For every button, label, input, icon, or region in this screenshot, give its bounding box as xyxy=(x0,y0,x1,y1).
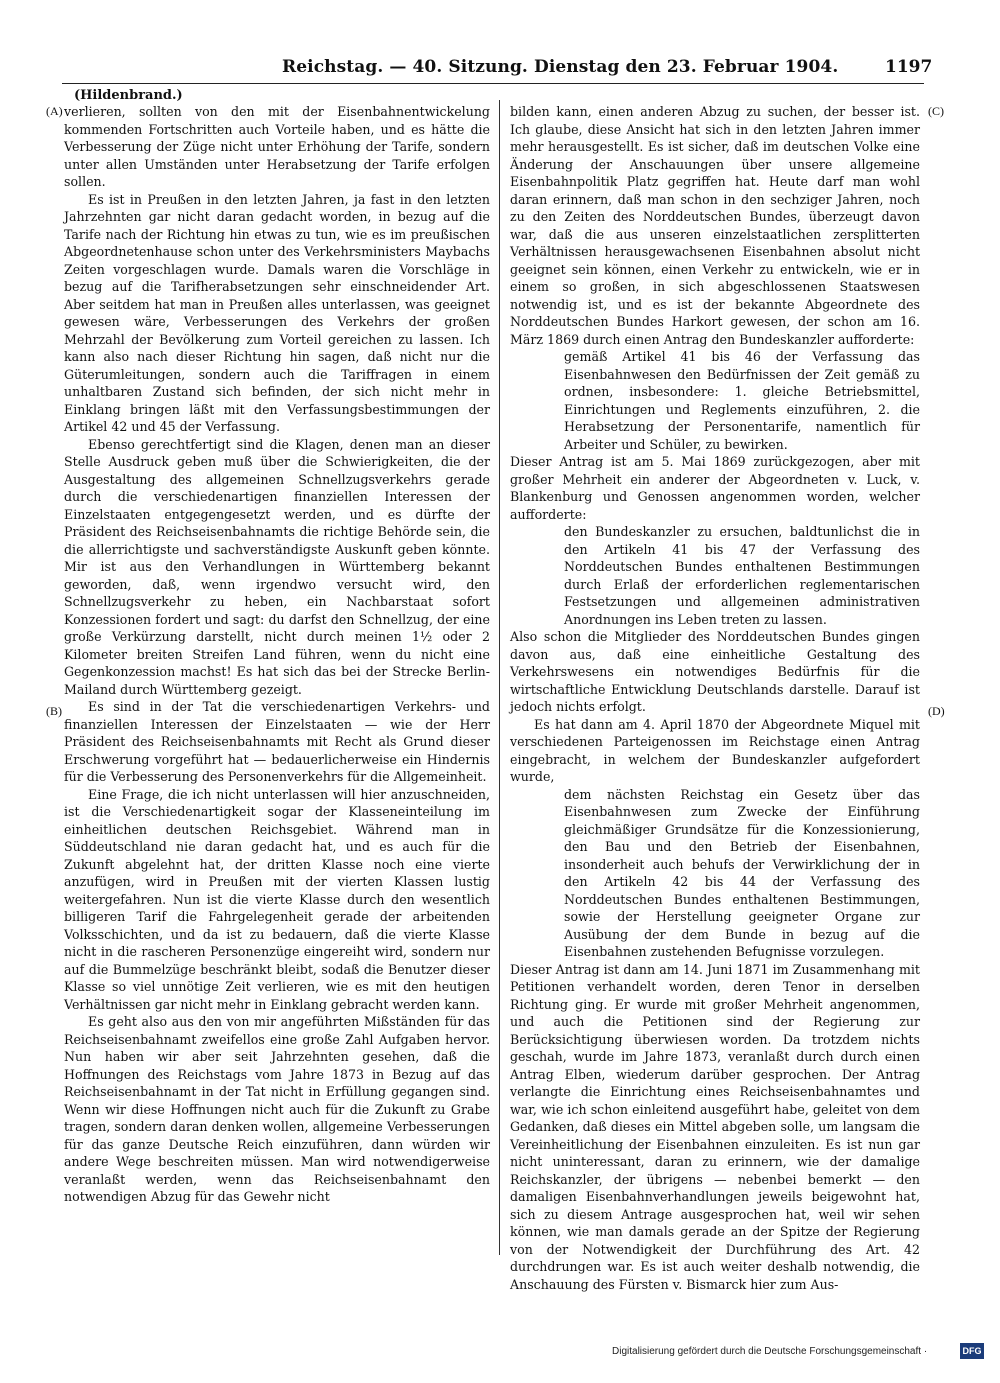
right-column xyxy=(510,103,920,1293)
paragraph: Dieser Antrag ist am 5. Mai 1869 zurückgezogen, aber mit großer Mehrheit ein anderer der Abgeordneten v. Luck, v. Blankenburg und Genossen angenommen worden, welcher aufforderte: xyxy=(510,454,920,522)
paragraph: Eine Frage, die ich nicht unterlassen will hier anzuschneiden, ist die Verschiedenartigkeit sogar der Klasseneinteilung im einheitlichen deutschen Reichsgebiet. Während man in Süddeutschland nie daran gedacht hat, und es auch für die Zukunft abgelehnt hat, der dritten Klasse noch eine vierte anzufügen, wird in Preußen mit der vierten Klassen lustig weitergefahren. Nun ist die vierte Klasse durch den wesentlich billigeren Tarif die Fahrgelegenheit gerade der arbeitenden Volksschichten, und da ist zu bedauern, daß die vierte Klasse nicht in die rascheren Personenzüge eingereiht wird, sondern nur auf die Bummelzüge beschränkt bleibt, sodaß die Benutzer dieser Klasse so viel unnötige Zeit verlieren, wie es mit den heutigen Verhältnissen gar nicht mehr in Einklang gebracht werden kann. xyxy=(64,786,490,1012)
quoted-motion: gemäß Artikel 41 bis 46 der Verfassung das Eisenbahnwesen den Bedürfnissen der Zeit gemäß zu ordnen, insbesondere: 1. gleiche Betriebsmittel, Einrichtungen und Reglements einzuführen, 2. die Herabsetzung der Personentarife, namentlich für Arbeiter und Schüler, zu bewirken. xyxy=(564,349,920,452)
running-header xyxy=(0,57,1000,81)
paragraph: Es geht also aus den von mir angeführten Mißständen für das Reichseisenbahnamt zweifellos eine große Zahl Aufgaben hervor. Nun haben wir aber seit Jahrzehnten gesehen, daß die Hoffnungen des Reichstags vom Jahre 1873 in Bezug auf das Reichseisenbahnamt in der Tat nicht in Erfüllung gegangen sind. Wenn wir diese Hoffnungen nicht auch für die Zukunft zu Grabe tragen, sondern daran denken wollen, allgemeine Verbesserungen für das ganze Deutsche Reich einzuführen, dann würden wir andere Wege beschreiten müssen. Man wird notwendigerweise veranlaßt werden, wenn das Reichseisenbahnamt den notwendigen Abzug für das Gewehr nicht xyxy=(64,1014,490,1204)
margin-mark-a: (A) xyxy=(46,104,63,118)
page-number: 1197 xyxy=(885,57,933,77)
paragraph: verlieren, sollten von den mit der Eisenbahnentwickelung kommenden Fortschritten auch Vorteile haben, und es hätte die Verbesserung der Züge nicht unter Erhöhung der Tarife, sondern unter allen Umständen unter Herabsetzung der Tarife erfolgen sollen. xyxy=(64,104,490,189)
left-column xyxy=(64,103,490,1206)
paragraph: Es sind in der Tat die verschiedenartigen Verkehrs- und finanziellen Interessen der Einzelstaaten — wie der Herr Präsident des Reichseisenbahnamts mit Recht als Grund dieser Erschwerung vorgeführt hat — bedauerlicherweise ein Hindernis für die Verbesserung des Personenverkehrs für die Allgemeinheit. xyxy=(64,699,490,784)
quoted-motion: dem nächsten Reichstag ein Gesetz über das Eisenbahnwesen zum Zwecke der Einführung gleichmäßiger Grundsätze für die Konzessionierung, den Bau und den Betrieb der Eisenbahnen, insonderheit auch behufs der Verwirklichung der in den Artikeln 42 bis 44 der Verfassung des Norddeutschen Bundes enthaltenen Bestimmungen, sowie der Herstellung geeigneter Organe zur Ausübung der dem Bunde in bezug auf die Eisenbahnen zustehenden Befugnisse vorzulegen. xyxy=(564,786,920,959)
margin-mark-d: (D) xyxy=(928,704,945,718)
paragraph: Ebenso gerechtfertigt sind die Klagen, denen man an dieser Stelle Ausdruck geben muß über die Schwierigkeiten, die der Ausgestaltung des allgemeinen Schnellzugsverkehrs gerade durch die verschiedenartigen finanziellen Interessen der Einzelstaaten entgegengesetzt werden, und es dürfte der Präsident des Reichseisenbahnamts die richtige Behörde sein, die die allerrichtigste und sachverständigste Auskunft geben könnte. Mir ist aus den Verhandlungen in Württemberg bekannt geworden, daß, wenn irgendwo versucht wird, den Schnellzugsverkehr zu heben, ein Nachbarstaat sofort Konzessionen fordert und sagt: du darfst den Schnellzug, der eine große Verkürzung darstellt, nicht durch meinen 1½ oder 2 Kilometer breiten Streifen Land führen, wenn du nicht eine Gegenkonzession machst! Es hat sich das bei der Strecke Berlin-Mailand durch Württemberg gezeigt. xyxy=(64,436,490,697)
speaker-name: (Hildenbrand.) xyxy=(74,88,183,103)
margin-mark-b: (B) xyxy=(46,704,62,718)
paragraph: Dieser Antrag ist dann am 14. Juni 1871 im Zusammenhang mit Petitionen verhandelt worden, deren Tenor in derselben Richtung ging. Er wurde mit großer Mehrheit angenommen, und auch die Petitionen sind der Regierung zur Berücksichtigung überwiesen worden. Da trotzdem nichts geschah, wurde im Jahre 1873, veranlaßt durch durch einen Antrag Elben, wiederum darüber gesprochen. Der Antrag verlangte die Einrichtung eines Reichseisenbahnamtes und war, wie ich schon einleitend ausgeführt habe, geleitet von dem Gedanken, daß dieses ein Mittel abgeben solle, um langsam die Vereinheitlichung der Eisenbahnen einzuleiten. Es ist nun gar nicht uninteressant, daran zu erinnern, wie der damalige Reichskanzler, der übrigens — nebenbei bemerkt — den damaligen Eisenbahnverhandlungen jeweils beigewohnt hat, sich zu diesem Antrage ausgesprochen hat, weil wir sehen können, wie man damals gerade an der Spitze der Regierung von der Notwendigkeit der Durchführung des Art. 42 durchdrungen war. Es ist auch weiter deshalb notwendig, die Anschauung des Fürsten v. Bismarck hier zum Aus- xyxy=(510,961,920,1292)
header-rule xyxy=(62,83,924,84)
digitization-credit: Digitalisierung gefördert durch die Deutsche Forschungsgemeinschaft · xyxy=(612,1346,928,1357)
running-title: Reichstag. — 40. Sitzung. Dienstag den 23. Februar 1904. xyxy=(282,57,839,77)
margin-mark-c: (C) xyxy=(928,104,944,118)
quoted-motion: den Bundeskanzler zu ersuchen, baldtunlichst die in den Artikeln 41 bis 47 der Verfassung des Norddeutschen Bundes enthaltenen Bestimmungen durch Erlaß der erforderlichen reglementarischen Festsetzungen und allgemeinen administrativen Anordnungen ins Leben treten zu lassen. xyxy=(564,524,920,627)
paragraph: bilden kann, einen anderen Abzug zu suchen, der besser ist. Ich glaube, diese Ansicht hat sich in den letzten Jahren immer mehr herausgestellt. Es ist sicher, daß im deutschen Volke eine Änderung der Anschauungen über unsere allgemeine Eisenbahnpolitik Platz gegriffen hat. Heute darf man wohl daran erinnern, daß man schon in den sechziger Jahren, noch zu den Zeiten des Norddeutschen Bundes, überzeugt davon war, daß die aus unseren einzelstaatlichen zersplitterten Verhältnissen herausgewachsenen Eisenbahnen absolut nicht geeignet sein können, einen Verkehr zu entwickeln, wie er in einem so großen, in sich abgeschlossenen Staatswesen notwendig ist, und es ist der bekannte Abgeordnete des Norddeutschen Bundes Harkort gewesen, der schon am 16. März 1869 durch einen Antrag den Bundeskanzler aufforderte: xyxy=(510,104,920,347)
paragraph: Es hat dann am 4. April 1870 der Abgeordnete Miquel mit verschiedenen Parteigenossen im Reichstage einen Antrag eingebracht, in welchem der Bundeskanzler aufgefordert wurde, xyxy=(510,716,920,784)
dfg-logo: DFG xyxy=(960,1343,984,1359)
column-divider xyxy=(499,100,500,1255)
paragraph: Es ist in Preußen in den letzten Jahren, ja fast in den letzten Jahrzehnten gar nicht daran gedacht worden, in bezug auf die Tarife nach der Richtung hin etwas zu tun, wie es im preußischen Abgeordnetenhause schon unter des Verkehrsministers Maybachs Zeiten vorgeschlagen wurde. Damals waren die Vorschläge in bezug auf die Tarifherabsetzungen sehr einschneidender Art. Aber seitdem hat man in Preußen alles unterlassen, was geeignet gewesen wäre, Verbesserungen des Verkehrs der großen Mehrzahl der Bevölkerung zum Vorteil gereichen zu lassen. Ich kann also nach dieser Richtung hin sagen, daß nicht nur die Güterumleitungen, sondern auch die Tariffragen in einem unhaltbaren Zustand sich befinden, der sich nicht mehr in Einklang bringen läßt mit den Verfassungsbestimmungen der Artikel 42 und 45 der Verfassung. xyxy=(64,191,490,434)
paragraph: Also schon die Mitglieder des Norddeutschen Bundes gingen davon aus, daß eine einheitliche Gestaltung des Verkehrswesens ein notwendiges Bedürfnis für die wirtschaftliche Entwicklung Deutschlands darstelle. Darauf ist jedoch nichts erfolgt. xyxy=(510,629,920,714)
